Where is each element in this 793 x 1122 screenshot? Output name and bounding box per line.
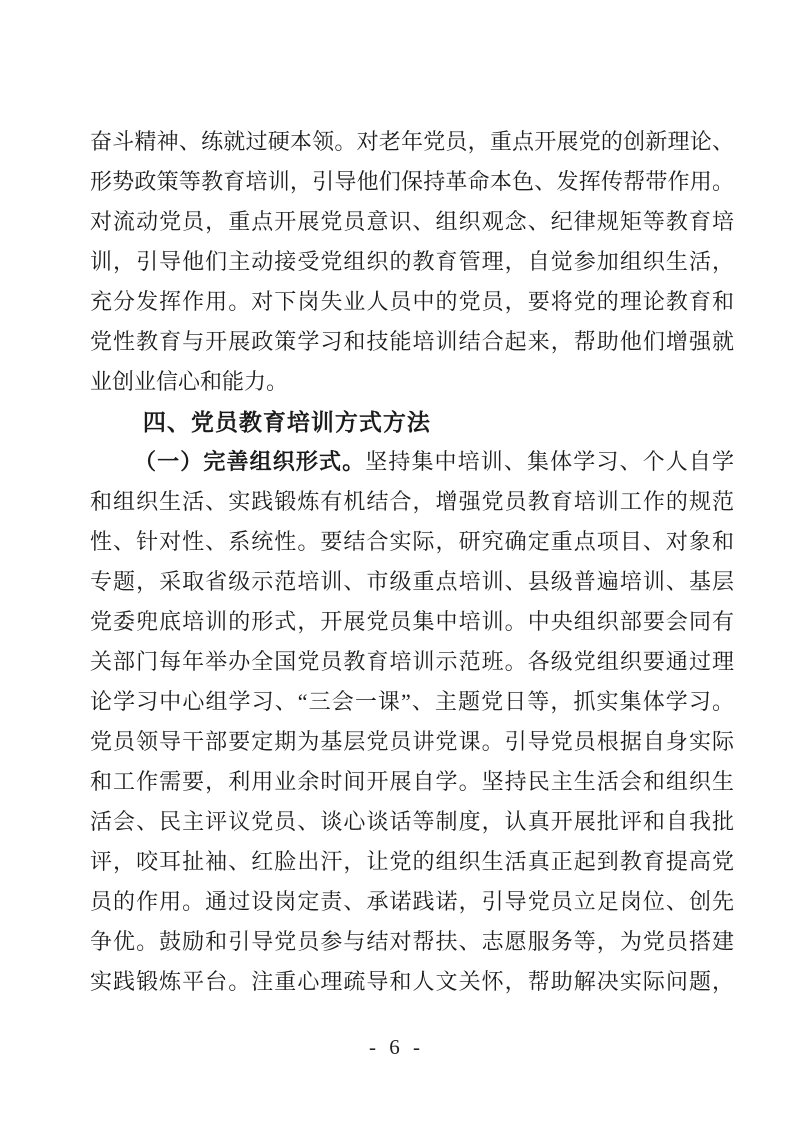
text-line <box>90 442 734 482</box>
text-line: 充分发挥作用。对下岗失业人员中的党员，要将党的理论教育和 <box>90 289 734 314</box>
text-line: 实践锻炼平台。注重心理疏导和人文关怀，帮助解决实际问题， <box>90 969 734 994</box>
text-line: 争优。鼓励和引导党员参与结对帮扶、志愿服务等，为党员搭建 <box>90 929 734 954</box>
text-line: 训，引导他们主动接受党组织的教育管理，自觉参加组织生活， <box>90 249 734 274</box>
text-line: 对流动党员，重点开展党员意识、组织观念、纪律规矩等教育培 <box>90 209 734 234</box>
text-line: 和工作需要，利用业余时间开展自学。坚持民主生活会和组织生 <box>90 769 734 794</box>
paragraph-lead-bold: （一）完善组织形式。 <box>134 449 366 474</box>
text-line: 性、针对性、系统性。要结合实际，研究确定重点项目、对象和 <box>90 529 734 554</box>
section-heading: 四、党员教育培训方式方法 <box>142 409 431 435</box>
text-line: 形势政策等教育培训，引导他们保持革命本色、发挥传帮带作用。 <box>90 169 734 194</box>
text-block <box>90 122 734 1002</box>
text-line: 关部门每年举办全国党员教育培训示范班。各级党组织要通过理 <box>90 649 734 674</box>
text-line: 党员领导干部要定期为基层党员讲党课。引导党员根据自身实际 <box>90 729 734 754</box>
text-line: 业创业信心和能力。 <box>90 369 289 394</box>
text-line: 员的作用。通过设岗定责、承诺践诺，引导党员立足岗位、创先 <box>90 889 734 914</box>
text-line: 评，咬耳扯袖、红脸出汗，让党的组织生活真正起到教育提高党 <box>90 849 734 874</box>
text-line: 专题，采取省级示范培训、市级重点培训、县级普遍培训、基层 <box>90 569 734 594</box>
text-line: 和组织生活、实践锻炼有机结合，增强党员教育培训工作的规范 <box>90 489 734 514</box>
text-line: 活会、民主评议党员、谈心谈话等制度，认真开展批评和自我批 <box>90 809 734 834</box>
text-line: 党委兜底培训的形式，开展党员集中培训。中央组织部要会同有 <box>90 609 734 634</box>
page-number: - 6 - <box>369 1035 424 1059</box>
text-line: 党性教育与开展政策学习和技能培训结合起来，帮助他们增强就 <box>90 329 734 354</box>
paragraph-text: 坚持集中培训、集体学习、个人自学 <box>365 449 734 474</box>
text-line: 奋斗精神、练就过硬本领。对老年党员，重点开展党的创新理论、 <box>90 129 734 154</box>
text-line: 论学习中心组学习、“三会一课”、主题党日等，抓实集体学习。 <box>90 689 734 714</box>
